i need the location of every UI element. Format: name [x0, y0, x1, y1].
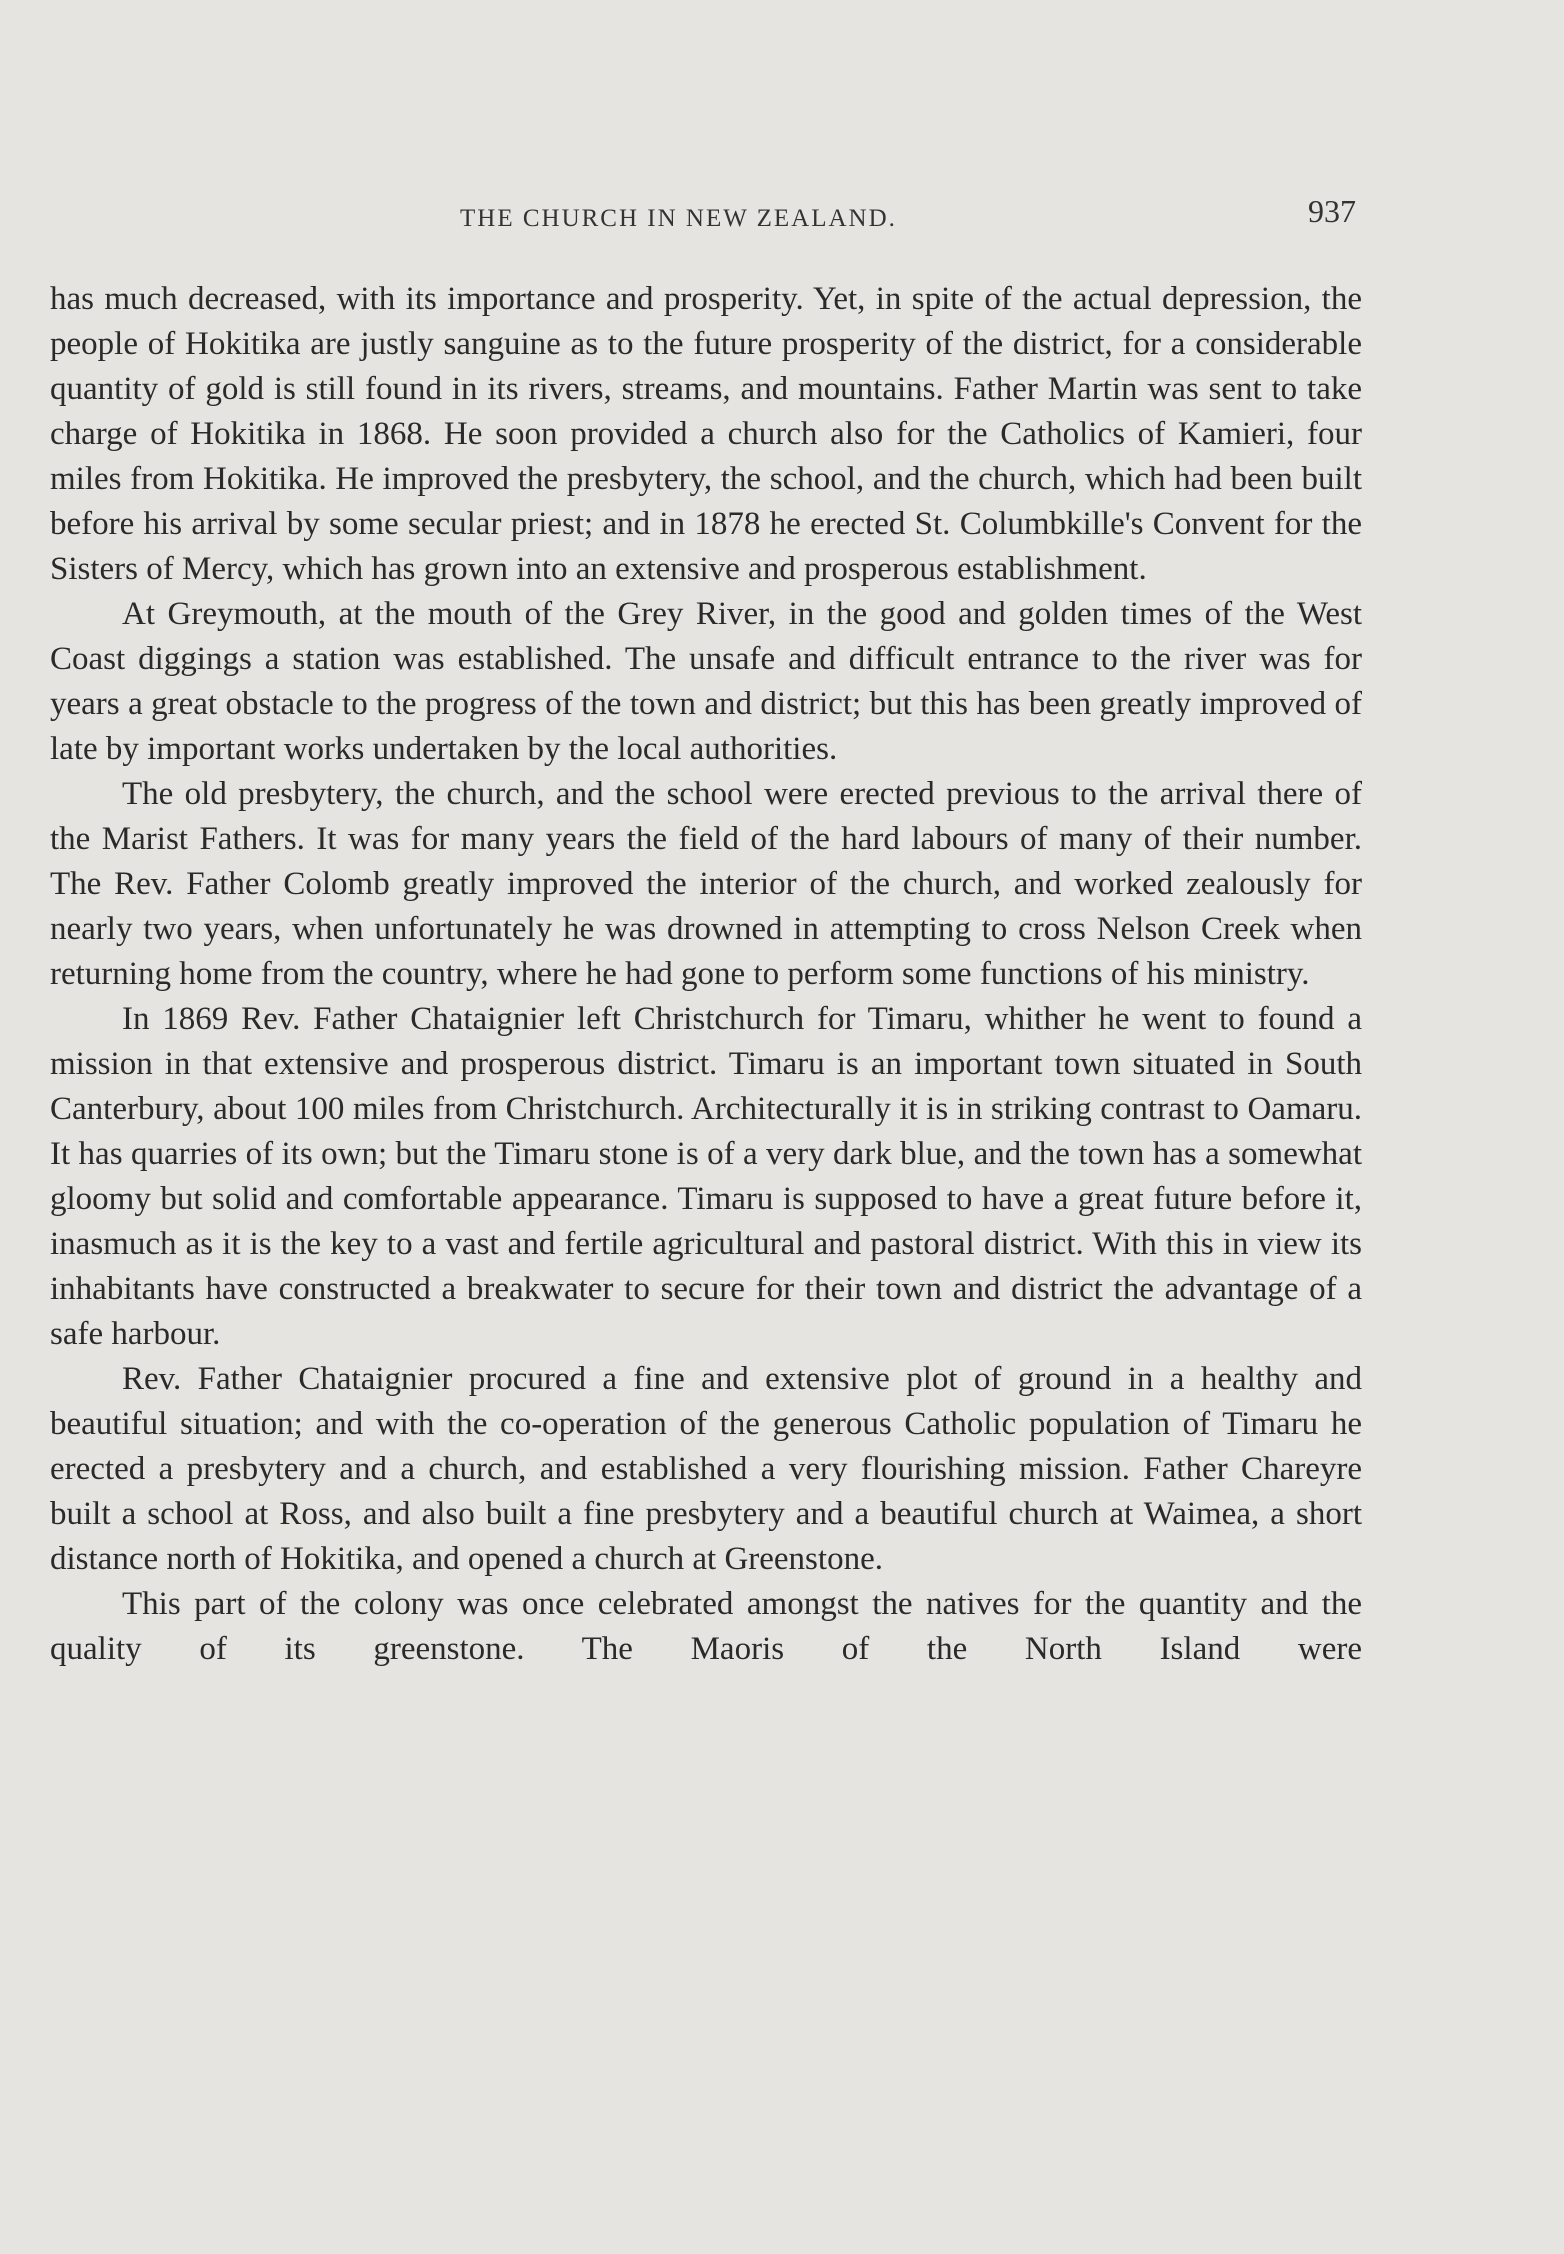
paragraph-hokitika: has much decreased, with its importance and prosperity. Yet, in spite of the actual depression, the people of Hokitika are justly sanguine as to the future prosperity of the district, for a considerable quantity of gold is still found in its rivers, streams, and mountains. Father Martin was sent to take charge of Hokitika in 1868. He soon provided a church also for the Catholics of Kamieri, four miles from Hokitika. He improved the presbytery, the school, and the church, which had been built before his arrival by some secular priest; and in 1878 he erected St. Columbkille's Convent for the Sisters of Mercy, which has grown into an extensive and prosperous establishment.	[50, 281, 1362, 587]
body-text	[50, 277, 1362, 1672]
paragraph-presbytery: The old presbytery, the church, and the school were erected previous to the arrival there of the Marist Fathers. It was for many years the field of the hard labours of many of their number. The Rev. Father Colomb greatly improved the interior of the church, and worked zealously for nearly two years, when unfortunately he was drowned in attempting to cross Nelson Creek when returning home from the country, where he had gone to perform some functions of his ministry.	[50, 776, 1362, 992]
page-number: 937	[1308, 193, 1356, 229]
running-head: THE CHURCH IN NEW ZEALAND.	[460, 205, 897, 232]
paragraph-greenstone: This part of the colony was once celebrated amongst the natives for the quantity and the quality of its greenstone. The Maoris of the North Island were	[50, 1586, 1362, 1667]
paragraph-timaru: In 1869 Rev. Father Chataignier left Christchurch for Timaru, whither he went to found a mission in that extensive and prosperous district. Timaru is an important town situated in South Canterbury, about 100 miles from Christchurch. Architecturally it is in striking contrast to Oamaru. It has quarries of its own; but the Timaru stone is of a very dark blue, and the town has a somewhat gloomy but solid and comfortable appearance. Timaru is supposed to have a great future before it, inasmuch as it is the key to a vast and fertile agricultural and pastoral district. With this in view its inhabitants have constructed a breakwater to secure for their town and district the advantage of a safe harbour.	[50, 1001, 1362, 1352]
paragraph-greymouth: At Greymouth, at the mouth of the Grey River, in the good and golden times of the West Coast diggings a station was established. The unsafe and difficult entrance to the river was for years a great obstacle to the progress of the town and district; but this has been greatly improved of late by important works undertaken by the local authorities.	[50, 596, 1362, 767]
paragraph-chataignier: Rev. Father Chataignier procured a fine and extensive plot of ground in a healthy and beautiful situation; and with the co-operation of the generous Catholic population of Timaru he erected a presbytery and a church, and established a very flourishing mission. Father Chareyre built a school at Ross, and also built a fine presbytery and a beautiful church at Waimea, a short distance north of Hokitika, and opened a church at Greenstone.	[50, 1361, 1362, 1577]
